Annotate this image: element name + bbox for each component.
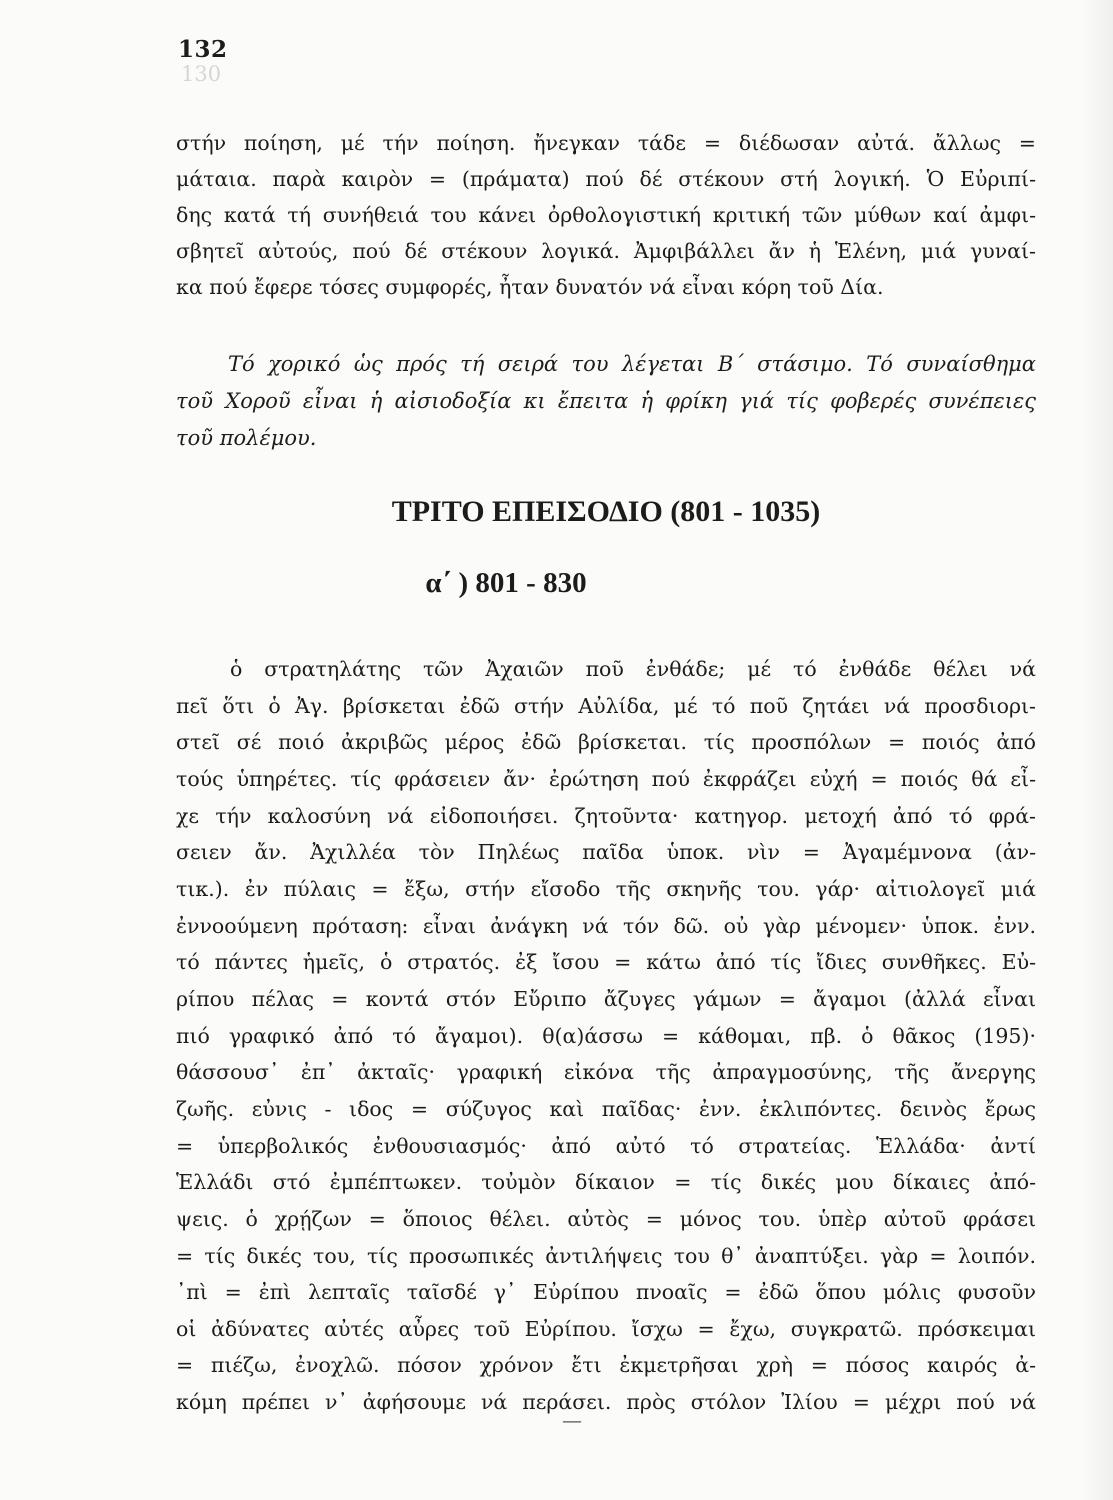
bleed-through-page-number: 130 — [181, 62, 222, 86]
intro-line: κα πού ἔφερε τόσες συμφορές, ἦταν δυνατόν νά εἶναι κόρη τοῦ Δία. — [176, 274, 884, 299]
choral-note — [176, 346, 1036, 457]
commentary-line: ὁ στρατηλάτης τῶν Ἀχαιῶν ποῦ ἐνθάδε; μέ τό ἐνθάδε θέλει νά — [230, 657, 1036, 681]
commentary — [176, 651, 1036, 1421]
bottom-dash-mark: — — [562, 1408, 582, 1432]
page-edge-shadow — [1083, 0, 1113, 1500]
commentary-line: = τίς δικές του, τίς προσωπικές ἀντιλήψεις του θ᾽ ἀναπτύξει. γὰρ = λοιπόν. — [176, 1243, 1036, 1268]
intro-line: στήν ποίηση, μέ τήν ποίηση. ἤνεγκαν τάδε = διέδωσαν αὐτά. ἄλλως = — [176, 131, 1036, 155]
commentary-line: Ἑλλάδι στό ἐμπέπτωκεν. τοὐμὸν δίκαιον = τίς δικές μου δίκαιες ἀπό- — [176, 1170, 1036, 1195]
commentary-line: πιό γραφικό ἀπό τό ἄγαμοι). θ(α)άσσω = κάθομαι, πβ. ὁ θᾶκος (195)· — [176, 1023, 1036, 1048]
commentary-line: = πιέζω, ἐνοχλῶ. πόσον χρόνον ἔτι ἐκμετρῆσαι χρὴ = πόσος καιρός ἀ- — [176, 1353, 1036, 1378]
commentary-line: τό πάντες ἡμεῖς, ὁ στρατός. ἐξ ἴσου = κάτω ἀπό τίς ἴδιες συνθῆκες. Εὐ- — [176, 950, 1036, 975]
episode-title: ΤΡΙΤΟ ΕΠΕΙΣΟΔΙΟ (801 - 1035) — [391, 495, 821, 528]
commentary-line: πεῖ ὅτι ὁ Ἀγ. βρίσκεται ἐδῶ στήν Αὐλίδα, μέ τό ποῦ ζητάει νά προσδιορι- — [176, 693, 1036, 718]
commentary-line: τικ.). ἐν πύλαις = ἔξω, στήν εἴσοδο τῆς σκηνῆς του. γάρ· αἰτιολογεῖ μιά — [176, 876, 1036, 901]
commentary-line: ᾽πὶ = ἐπὶ λεπταῖς ταῖσδέ γ᾽ Εὐρίπου πνοαῖς = ἐδῶ ὅπου μόλις φυσοῦν — [176, 1280, 1036, 1305]
commentary-line: ψεις. ὁ χρῄζων = ὅποιος θέλει. αὐτὸς = μόνος του. ὑπὲρ αὐτοῦ φράσει — [176, 1206, 1036, 1231]
commentary-line: στεῖ σέ ποιό ἀκριβῶς μέρος ἐδῶ βρίσκεται. τίς προσπόλων = ποιός ἀπό — [176, 730, 1036, 755]
commentary-line: οἱ ἀδύνατες αὐτές αὖρες τοῦ Εὐρίπου. ἴσχω = ἔχω, συγκρατῶ. πρόσκειμαι — [176, 1316, 1036, 1341]
commentary-line: ἐννοούμενη πρόταση: εἶναι ἀνάγκη νά τόν δῶ. οὐ γὰρ μένομεν· ὑποκ. ἐνν. — [176, 913, 1036, 938]
commentary-line: τούς ὑπηρέτες. τίς φράσειεν ἄν· ἐρώτηση πού ἐκφράζει εὐχή = ποιός θά εἶ- — [176, 766, 1036, 791]
intro-line: σβητεῖ αὐτούς, πού δέ στέκουν λογικά. Ἀμφιβάλλει ἄν ἡ Ἑλένη, μιά γυναί- — [176, 238, 1036, 263]
commentary-line: ζωῆς. εὐνις - ιδος = σύζυγος καὶ παῖδας· ἐνν. ἐκλιπόντες. δεινὸς ἔρως — [176, 1096, 1036, 1121]
section-title: α΄ ) 801 - 830 — [425, 567, 587, 599]
commentary-line: ρίπου πέλας = κοντά στόν Εὔριπο ἄζυγες γάμων = ἄγαμοι (ἀλλά εἶναι — [176, 986, 1036, 1011]
note-line: τοῦ πολέμου. — [176, 426, 317, 450]
commentary-line: κόμη πρέπει ν᾽ ἀφήσουμε νά περάσει. πρὸς στόλον Ἰλίου = μέχρι πού νά — [176, 1390, 1036, 1415]
commentary-line: = ὑπερβολικός ἐνθουσιασμός· ἀπό αὐτό τό στρατείας. Ἑλλάδα· ἀντί — [176, 1133, 1036, 1158]
commentary-line: χε τήν καλοσύνη νά εἰδοποιήσει. ζητοῦντα· κατηγορ. μετοχή ἀπό τό φρά- — [176, 803, 1036, 828]
commentary-line: σειεν ἄν. Ἀχιλλέα τὸν Πηλέως παῖδα ὑποκ. νὶν = Ἀγαμέμνονα (ἀν- — [176, 840, 1036, 865]
note-line: τοῦ Χοροῦ εἶναι ἡ αἰσιοδοξία κι ἔπειτα ἡ φρίκη γιά τίς φοβερές συνέπειες — [176, 389, 1036, 413]
intro-line: μάταια. παρὰ καιρὸν = (πράματα) πού δέ στέκουν στή λογική. Ὁ Εὐριπί- — [176, 166, 1036, 191]
page-number: 132 — [178, 36, 228, 63]
commentary-line: θάσσουσ᾽ ἐπ᾽ ἀκταῖς· γραφική εἰκόνα τῆς ἀπραγμοσύνης, τῆς ἄνεργης — [176, 1060, 1036, 1085]
intro-line: δης κατά τή συνήθειά του κάνει ὀρθολογιστική κριτική τῶν μύθων καί ἀμφι- — [176, 202, 1036, 227]
intro-paragraph — [176, 126, 1036, 306]
note-line: Τό χορικό ὡς πρός τή σειρά του λέγεται Β΄ στάσιμο. Τό συναίσθημα — [228, 352, 1036, 376]
